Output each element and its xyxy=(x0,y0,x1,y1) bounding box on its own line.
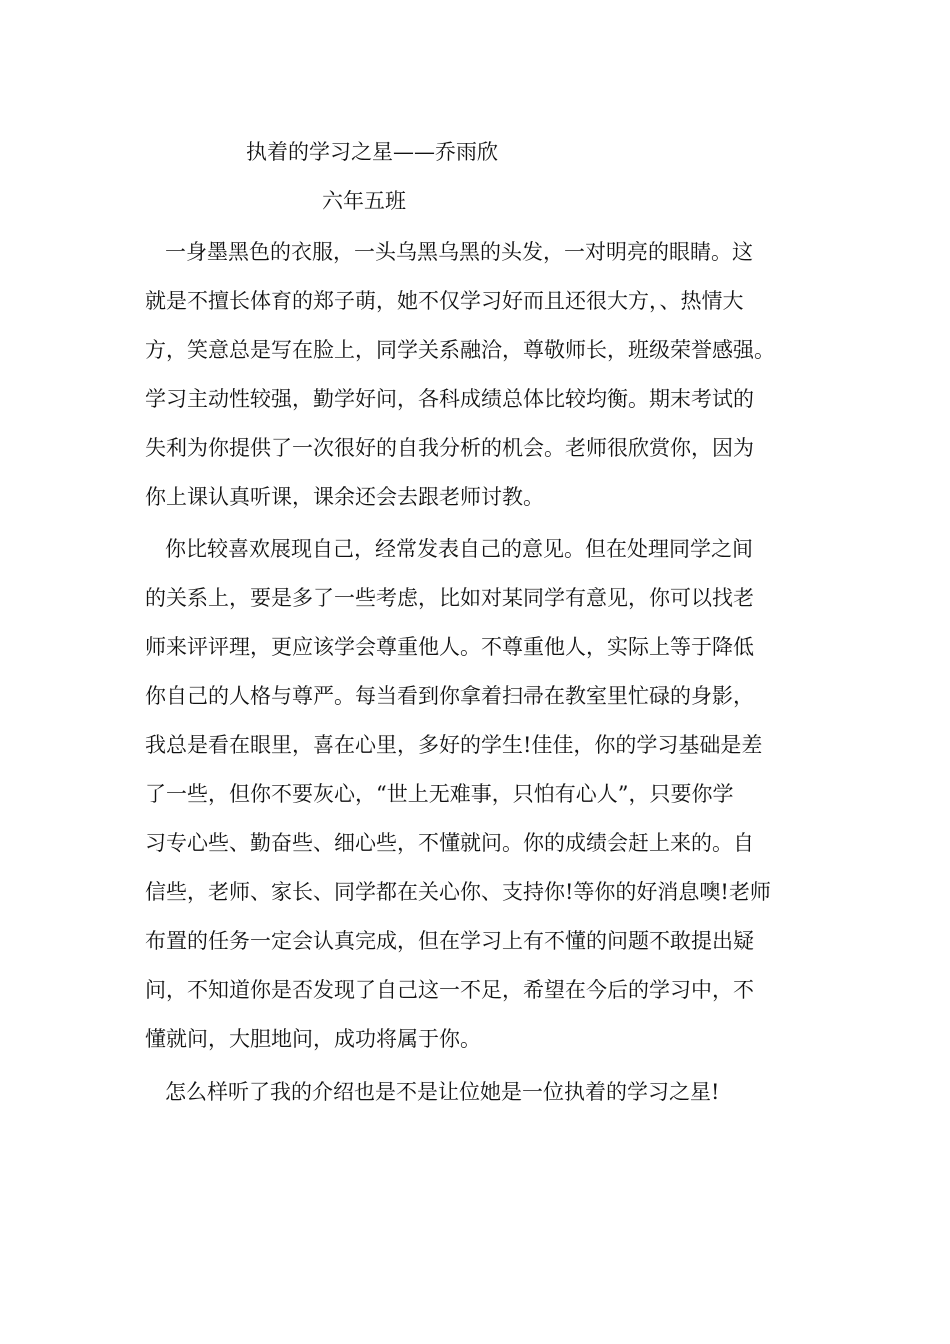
paragraph-line: 了一些，但你不要灰心，“世上无难事，只怕有心人”，只要你学 xyxy=(145,782,734,806)
paragraph-line: 失利为你提供了一次很好的自我分析的机会。老师很欣赏你，因为 xyxy=(145,436,754,460)
paragraph-line: 习专心些、勤奋些、细心些，不懂就问。你的成绩会赶上来的。自 xyxy=(145,831,754,855)
paragraph-line: 方，笑意总是写在脸上，同学关系融洽，尊敬师长，班级荣誉感强。 xyxy=(145,338,775,362)
paragraph-line: 信些，老师、家长、同学都在关心你、支持你!等你的好消息噢!老师 xyxy=(145,880,771,904)
paragraph-line: 就是不擅长体育的郑子萌，她不仅学习好而且还很大方，、热情大 xyxy=(145,289,744,313)
paragraph-line: 一身墨黑色的衣服，一头乌黑乌黑的头发，一对明亮的眼睛。这 xyxy=(165,240,753,264)
paragraph-line: 你比较喜欢展现自己，经常发表自己的意见。但在处理同学之间 xyxy=(165,537,753,561)
paragraph-line: 怎么样听了我的介绍也是不是让位她是一位执着的学习之星! xyxy=(165,1080,720,1104)
paragraph-line: 学习主动性较强，勤学好问，各科成绩总体比较均衡。期末考试的 xyxy=(145,387,754,411)
document-title: 执着的学习之星——乔雨欣 xyxy=(246,140,498,164)
paragraph-line: 问，不知道你是否发现了自己这一不足，希望在今后的学习中，不 xyxy=(145,978,754,1002)
paragraph-line: 我总是看在眼里，喜在心里，多好的学生!佳佳，你的学习基础是差 xyxy=(145,733,763,757)
paragraph-line: 布置的任务一定会认真完成，但在学习上有不懂的问题不敢提出疑 xyxy=(145,929,754,953)
paragraph-line: 的关系上，要是多了一些考虑，比如对某同学有意见，你可以找老 xyxy=(145,586,754,610)
paragraph-line: 懂就问，大胆地问，成功将属于你。 xyxy=(145,1027,481,1051)
paragraph-line: 师来评评理，更应该学会尊重他人。不尊重他人，实际上等于降低 xyxy=(145,635,754,659)
paragraph-line: 你自己的人格与尊严。每当看到你拿着扫帚在教室里忙碌的身影， xyxy=(145,684,754,708)
class-name: 六年五班 xyxy=(322,189,406,213)
paragraph-line: 你上课认真听课，课余还会去跟老师讨教。 xyxy=(145,485,544,509)
